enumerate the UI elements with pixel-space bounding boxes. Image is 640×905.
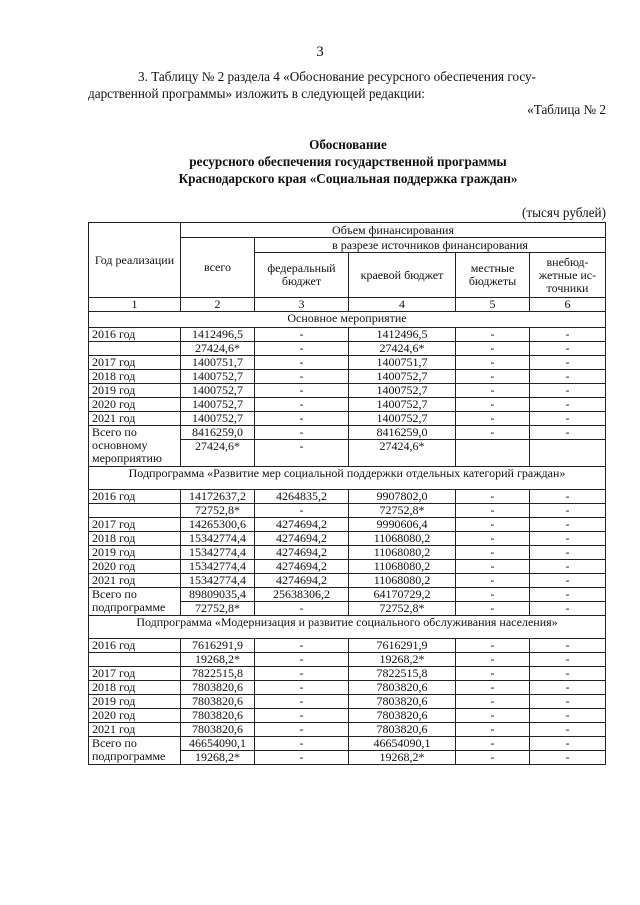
table-cell: 1400752,7 xyxy=(181,384,255,398)
table-row xyxy=(89,723,606,737)
table-row xyxy=(89,384,606,398)
total-cell: - xyxy=(530,588,606,602)
row-label: 2019 год xyxy=(89,546,181,560)
table-cell: - xyxy=(530,532,606,546)
table-cell: - xyxy=(456,574,530,588)
table-cell: - xyxy=(255,695,349,709)
table-cell: 15342774,4 xyxy=(181,560,255,574)
table-cell: - xyxy=(530,560,606,574)
table-cell: - xyxy=(530,695,606,709)
table-cell: 72752,8* xyxy=(181,504,255,518)
table-cell: - xyxy=(530,504,606,518)
table-cell: - xyxy=(456,412,530,426)
units-label: (тысяч рублей) xyxy=(522,205,606,220)
table-cell: - xyxy=(530,342,606,356)
row-label: 2021 год xyxy=(89,412,181,426)
intro-line-2: дарственной программы» изложить в следующей редакции: xyxy=(88,86,425,101)
table-cell: 1400751,7 xyxy=(349,356,456,370)
row-label xyxy=(89,653,181,667)
table-cell: 9990606,4 xyxy=(349,518,456,532)
table-cell: 4274694,2 xyxy=(255,546,349,560)
table-cell: - xyxy=(456,723,530,737)
table-cell: 7803820,6 xyxy=(349,709,456,723)
table-cell: - xyxy=(530,667,606,681)
total-cell: 46654090,1 xyxy=(349,737,456,751)
table-row xyxy=(89,356,606,370)
table-cell: 11068080,2 xyxy=(349,560,456,574)
table-row xyxy=(89,667,606,681)
total-star-cell: - xyxy=(456,751,530,765)
section-title: Подпрограмма «Модернизация и развитие социального обслуживания населения» xyxy=(89,616,606,639)
total-row xyxy=(89,588,606,602)
document-title xyxy=(88,136,608,187)
header-regional: краевой бюджет xyxy=(349,253,456,298)
table-cell: - xyxy=(530,328,606,342)
row-label: 2020 год xyxy=(89,398,181,412)
table-cell: - xyxy=(530,412,606,426)
total-cell: 64170729,2 xyxy=(349,588,456,602)
table-row xyxy=(89,681,606,695)
table-cell: - xyxy=(530,574,606,588)
table-cell: 1400752,7 xyxy=(181,370,255,384)
table-row xyxy=(89,504,606,518)
total-star-cell: 72752,8* xyxy=(349,602,456,616)
table-cell: 19268,2* xyxy=(181,653,255,667)
header-federal: федеральный бюджет xyxy=(255,253,349,298)
table-cell: 1400751,7 xyxy=(181,356,255,370)
table-row xyxy=(89,518,606,532)
table-cell: - xyxy=(456,518,530,532)
table-cell: 1400752,7 xyxy=(349,370,456,384)
section-title: Подпрограмма «Развитие мер социальной поддержки отдельных категорий граждан» xyxy=(89,467,606,490)
row-label: 2017 год xyxy=(89,667,181,681)
table-cell: 15342774,4 xyxy=(181,574,255,588)
total-star-cell xyxy=(456,440,530,467)
table-cell: - xyxy=(456,356,530,370)
table-cell: - xyxy=(456,560,530,574)
total-star-cell: 19268,2* xyxy=(349,751,456,765)
total-label: Всего по подпрограмме xyxy=(89,588,181,616)
table-row xyxy=(89,574,606,588)
table-cell: - xyxy=(530,723,606,737)
total-star-cell: - xyxy=(255,602,349,616)
column-numbers-row xyxy=(89,298,606,312)
total-star-cell: 72752,8* xyxy=(181,602,255,616)
table-cell: 1400752,7 xyxy=(349,384,456,398)
table-cell: 7822515,8 xyxy=(349,667,456,681)
total-star-cell: - xyxy=(255,440,349,467)
total-label: Всего по подпрограмме xyxy=(89,737,181,765)
row-label: 2020 год xyxy=(89,709,181,723)
table-cell: 27424,6* xyxy=(181,342,255,356)
table-row xyxy=(89,342,606,356)
col-number: 3 xyxy=(255,298,349,312)
col-number: 2 xyxy=(181,298,255,312)
table-cell: - xyxy=(530,356,606,370)
total-star-cell: 19268,2* xyxy=(181,751,255,765)
table-cell: - xyxy=(255,709,349,723)
table-cell: - xyxy=(530,639,606,653)
row-label: 2021 год xyxy=(89,574,181,588)
table-cell: - xyxy=(255,639,349,653)
table-cell: - xyxy=(255,504,349,518)
table-cell: - xyxy=(456,532,530,546)
header-local: местные бюджеты xyxy=(456,253,530,298)
total-row xyxy=(89,737,606,751)
total-cell: 8416259,0 xyxy=(349,426,456,440)
table-cell: 19268,2* xyxy=(349,653,456,667)
table-cell: - xyxy=(530,370,606,384)
table-row xyxy=(89,639,606,653)
table-cell: 1412496,5 xyxy=(349,328,456,342)
table-cell: - xyxy=(255,412,349,426)
total-cell: - xyxy=(456,588,530,602)
total-star-cell: - xyxy=(456,602,530,616)
header-total: всего xyxy=(181,238,255,298)
table-cell: - xyxy=(255,342,349,356)
table-cell: 7803820,6 xyxy=(181,709,255,723)
total-cell: - xyxy=(530,426,606,440)
table-cell: - xyxy=(530,653,606,667)
total-cell: - xyxy=(255,426,349,440)
table-cell: - xyxy=(255,723,349,737)
total-cell: 89809035,4 xyxy=(181,588,255,602)
total-star-cell: - xyxy=(255,751,349,765)
table-cell: - xyxy=(530,709,606,723)
table-cell: 11068080,2 xyxy=(349,532,456,546)
section-title-row xyxy=(89,312,606,328)
table-cell: 1400752,7 xyxy=(181,398,255,412)
table-cell: - xyxy=(255,370,349,384)
row-label xyxy=(89,504,181,518)
table-cell: 7803820,6 xyxy=(181,681,255,695)
col-number: 4 xyxy=(349,298,456,312)
table-cell: 7803820,6 xyxy=(349,681,456,695)
table-cell: 7616291,9 xyxy=(349,639,456,653)
table-row xyxy=(89,328,606,342)
total-cell: 25638306,2 xyxy=(255,588,349,602)
table-cell: - xyxy=(456,681,530,695)
table-cell: 7803820,6 xyxy=(349,723,456,737)
table-cell: 4274694,2 xyxy=(255,532,349,546)
table-row xyxy=(89,709,606,723)
total-cell: 8416259,0 xyxy=(181,426,255,440)
total-row xyxy=(89,426,606,440)
table-row xyxy=(89,370,606,384)
col-number: 1 xyxy=(89,298,181,312)
header-volume: Объем финансирования xyxy=(181,223,606,238)
section-title: Основное мероприятие xyxy=(89,312,606,328)
table-cell: 15342774,4 xyxy=(181,546,255,560)
table-cell: - xyxy=(456,653,530,667)
row-label: 2020 год xyxy=(89,560,181,574)
table-cell: 1412496,5 xyxy=(181,328,255,342)
table-cell: - xyxy=(456,709,530,723)
table-cell: - xyxy=(255,667,349,681)
table-cell: 4274694,2 xyxy=(255,574,349,588)
funding-table xyxy=(88,222,606,765)
row-label: 2016 год xyxy=(89,490,181,504)
table-cell: 1400752,7 xyxy=(181,412,255,426)
row-label: 2019 год xyxy=(89,695,181,709)
row-label: 2017 год xyxy=(89,356,181,370)
row-label: 2016 год xyxy=(89,328,181,342)
table-cell: - xyxy=(255,384,349,398)
table-cell: 7822515,8 xyxy=(181,667,255,681)
table-cell: 1400752,7 xyxy=(349,412,456,426)
section-title-row xyxy=(89,467,606,490)
table-row xyxy=(89,532,606,546)
table-cell: 14265300,6 xyxy=(181,518,255,532)
total-star-cell xyxy=(530,440,606,467)
total-star-cell: - xyxy=(530,751,606,765)
table-cell: - xyxy=(456,370,530,384)
title-line-1: Обоснование xyxy=(309,137,387,152)
table-cell: 7616291,9 xyxy=(181,639,255,653)
total-star-cell: 27424,6* xyxy=(349,440,456,467)
table-cell: - xyxy=(456,695,530,709)
table-cell: 7803820,6 xyxy=(349,695,456,709)
table-cell: 7803820,6 xyxy=(181,695,255,709)
table-cell: 27424,6* xyxy=(349,342,456,356)
table-cell: - xyxy=(456,384,530,398)
total-star-cell: 27424,6* xyxy=(181,440,255,467)
table-cell: - xyxy=(255,398,349,412)
table-cell: 15342774,4 xyxy=(181,532,255,546)
row-label xyxy=(89,342,181,356)
table-cell: - xyxy=(255,328,349,342)
table-cell: 1400752,7 xyxy=(349,398,456,412)
table-cell: 4274694,2 xyxy=(255,518,349,532)
table-tag: «Таблица № 2 xyxy=(527,102,606,117)
table-cell: - xyxy=(456,639,530,653)
total-label: Всего по основному мероприятию xyxy=(89,426,181,467)
table-cell: 11068080,2 xyxy=(349,546,456,560)
table-row xyxy=(89,560,606,574)
row-label: 2021 год xyxy=(89,723,181,737)
intro-line-1: 3. Таблицу № 2 раздела 4 «Обоснование ресурсного обеспечения госу- xyxy=(138,69,537,84)
table-cell: - xyxy=(255,653,349,667)
section-title-row xyxy=(89,616,606,639)
table-cell: - xyxy=(456,546,530,560)
table-cell: - xyxy=(456,398,530,412)
table-cell: 4274694,2 xyxy=(255,560,349,574)
total-star-cell: - xyxy=(530,602,606,616)
page-number: 3 xyxy=(316,44,324,60)
table-cell: 14172637,2 xyxy=(181,490,255,504)
table-cell: - xyxy=(530,490,606,504)
intro-paragraph xyxy=(88,68,608,102)
row-label: 2018 год xyxy=(89,532,181,546)
table-cell: - xyxy=(456,490,530,504)
table-cell: 4264835,2 xyxy=(255,490,349,504)
table-row xyxy=(89,398,606,412)
table-cell: - xyxy=(530,384,606,398)
header-year: Год реализации xyxy=(89,223,181,298)
total-cell: - xyxy=(456,737,530,751)
table-cell: - xyxy=(456,342,530,356)
table-row xyxy=(89,546,606,560)
total-cell: 46654090,1 xyxy=(181,737,255,751)
col-number: 6 xyxy=(530,298,606,312)
table-cell: 9907802,0 xyxy=(349,490,456,504)
table-row xyxy=(89,695,606,709)
table-cell: - xyxy=(530,681,606,695)
table-row xyxy=(89,653,606,667)
row-label: 2017 год xyxy=(89,518,181,532)
header-extra: внебюд-жетные ис-точники xyxy=(530,253,606,298)
table-cell: - xyxy=(530,398,606,412)
table-cell: - xyxy=(255,681,349,695)
table-cell: - xyxy=(530,518,606,532)
table-cell: - xyxy=(456,667,530,681)
table-row xyxy=(89,412,606,426)
table-cell: 72752,8* xyxy=(349,504,456,518)
total-cell: - xyxy=(530,737,606,751)
table-row xyxy=(89,490,606,504)
row-label: 2019 год xyxy=(89,384,181,398)
table-cell: - xyxy=(530,546,606,560)
table-cell: - xyxy=(456,328,530,342)
table-cell: - xyxy=(255,356,349,370)
table-cell: 11068080,2 xyxy=(349,574,456,588)
table-cell: 7803820,6 xyxy=(181,723,255,737)
row-label: 2018 год xyxy=(89,370,181,384)
total-cell: - xyxy=(255,737,349,751)
title-line-3: Краснодарского края «Социальная поддержка граждан» xyxy=(178,171,518,186)
table-cell: - xyxy=(456,504,530,518)
header-sources: в разрезе источников финансирования xyxy=(255,238,606,253)
row-label: 2018 год xyxy=(89,681,181,695)
col-number: 5 xyxy=(456,298,530,312)
total-cell: - xyxy=(456,426,530,440)
row-label: 2016 год xyxy=(89,639,181,653)
title-line-2: ресурсного обеспечения государственной программы xyxy=(189,154,507,169)
